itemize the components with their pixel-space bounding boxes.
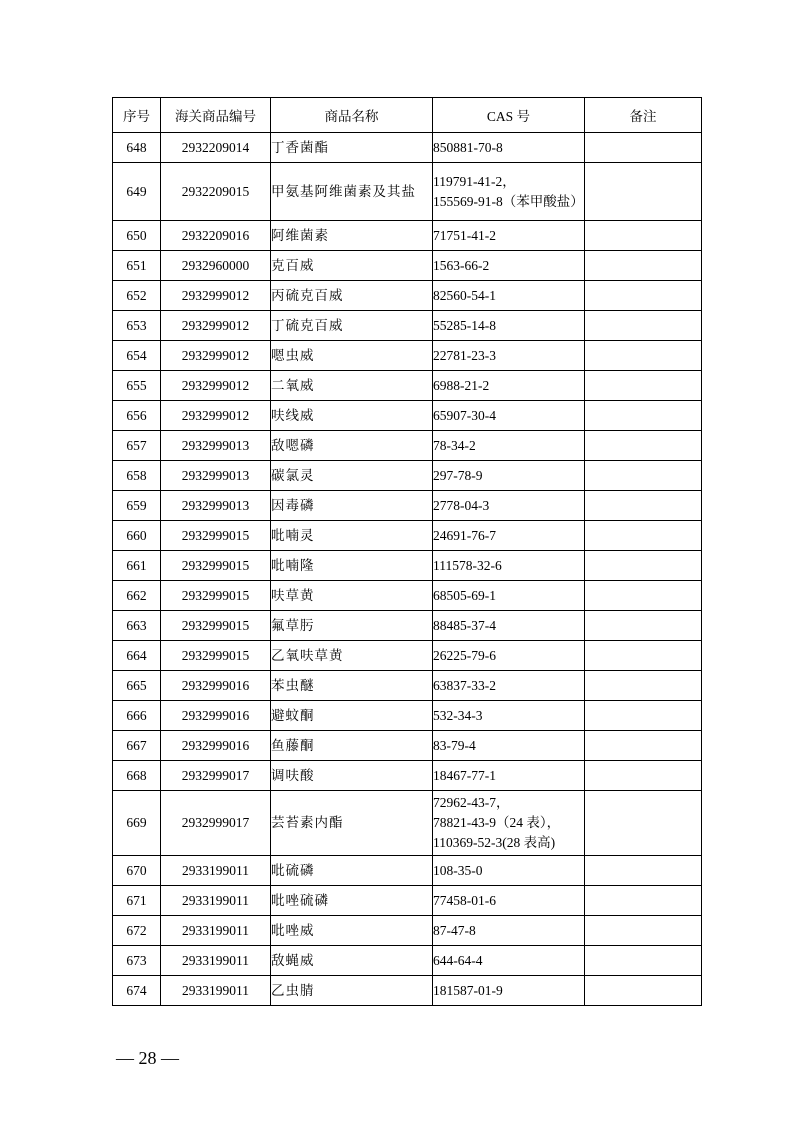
page-number: — 28 —	[116, 1048, 179, 1068]
cell-serial-no: 671	[113, 886, 161, 916]
cell-serial-no: 664	[113, 641, 161, 671]
table-row	[113, 581, 702, 611]
table-row	[113, 281, 702, 311]
cell-product-name: 嗯虫威	[271, 341, 433, 371]
cell-product-name: 调呋酸	[271, 761, 433, 791]
cell-cas-number: 55285-14-8	[433, 311, 585, 341]
cell-serial-no: 673	[113, 946, 161, 976]
cell-cas-number: 72962-43-7， 78821-43-9（24 表）， 110369-52-3(28 表高)	[433, 791, 585, 856]
cell-product-name: 阿维菌素	[271, 221, 433, 251]
cell-cas-number: 82560-54-1	[433, 281, 585, 311]
table-row	[113, 401, 702, 431]
table-row	[113, 976, 702, 1006]
cell-remarks	[585, 281, 702, 311]
cell-product-name: 二氧威	[271, 371, 433, 401]
table-row	[113, 886, 702, 916]
table-row	[113, 611, 702, 641]
cell-customs-code: 2932999012	[161, 311, 271, 341]
cell-cas-number: 78-34-2	[433, 431, 585, 461]
table-body	[113, 133, 702, 1006]
cell-customs-code: 2933199011	[161, 886, 271, 916]
cell-remarks	[585, 461, 702, 491]
cell-remarks	[585, 251, 702, 281]
cell-customs-code: 2932999012	[161, 281, 271, 311]
table-header-row	[113, 98, 702, 133]
cell-cas-number: 26225-79-6	[433, 641, 585, 671]
cell-customs-code: 2932960000	[161, 251, 271, 281]
cell-cas-number: 24691-76-7	[433, 521, 585, 551]
table-row	[113, 521, 702, 551]
cell-serial-no: 668	[113, 761, 161, 791]
cell-cas-number: 181587-01-9	[433, 976, 585, 1006]
table-row	[113, 761, 702, 791]
cell-cas-number: 6988-21-2	[433, 371, 585, 401]
cell-customs-code: 2932999012	[161, 341, 271, 371]
cell-serial-no: 665	[113, 671, 161, 701]
cell-remarks	[585, 671, 702, 701]
cell-cas-number: 77458-01-6	[433, 886, 585, 916]
cell-product-name: 吡喃灵	[271, 521, 433, 551]
cell-remarks	[585, 761, 702, 791]
cell-customs-code: 2932999016	[161, 731, 271, 761]
cell-product-name: 苯虫醚	[271, 671, 433, 701]
cell-remarks	[585, 431, 702, 461]
table-row	[113, 311, 702, 341]
cell-serial-no: 654	[113, 341, 161, 371]
chemical-list-table	[112, 97, 702, 1006]
cell-serial-no: 649	[113, 163, 161, 221]
table-row	[113, 641, 702, 671]
cell-product-name: 呋线威	[271, 401, 433, 431]
cell-serial-no: 656	[113, 401, 161, 431]
cell-customs-code: 2932209015	[161, 163, 271, 221]
cell-serial-no: 658	[113, 461, 161, 491]
cell-customs-code: 2932209016	[161, 221, 271, 251]
cell-remarks	[585, 311, 702, 341]
cell-customs-code: 2932999016	[161, 671, 271, 701]
cell-serial-no: 659	[113, 491, 161, 521]
cell-serial-no: 661	[113, 551, 161, 581]
cell-customs-code: 2932999016	[161, 701, 271, 731]
table-row	[113, 856, 702, 886]
cell-product-name: 敌蝇威	[271, 946, 433, 976]
cell-serial-no: 666	[113, 701, 161, 731]
cell-product-name: 碳氯灵	[271, 461, 433, 491]
cell-serial-no: 662	[113, 581, 161, 611]
cell-remarks	[585, 133, 702, 163]
cell-remarks	[585, 491, 702, 521]
cell-customs-code: 2933199011	[161, 976, 271, 1006]
cell-cas-number: 532-34-3	[433, 701, 585, 731]
cell-cas-number: 63837-33-2	[433, 671, 585, 701]
cell-product-name: 丁硫克百威	[271, 311, 433, 341]
cell-customs-code: 2932209014	[161, 133, 271, 163]
cell-serial-no: 669	[113, 791, 161, 856]
table-row	[113, 221, 702, 251]
cell-remarks	[585, 701, 702, 731]
cell-serial-no: 655	[113, 371, 161, 401]
cell-product-name: 因毒磷	[271, 491, 433, 521]
cell-product-name: 乙氧呋草黄	[271, 641, 433, 671]
cell-cas-number: 22781-23-3	[433, 341, 585, 371]
cell-customs-code: 2933199011	[161, 856, 271, 886]
cell-cas-number: 119791-41-2， 155569-91-8（苯甲酸盐）	[433, 163, 585, 221]
cell-cas-number: 88485-37-4	[433, 611, 585, 641]
cell-serial-no: 657	[113, 431, 161, 461]
cell-remarks	[585, 976, 702, 1006]
table-row	[113, 461, 702, 491]
cell-product-name: 敌嗯磷	[271, 431, 433, 461]
cell-customs-code: 2932999012	[161, 371, 271, 401]
cell-cas-number: 850881-70-8	[433, 133, 585, 163]
cell-serial-no: 653	[113, 311, 161, 341]
cell-product-name: 乙虫腈	[271, 976, 433, 1006]
cell-remarks	[585, 221, 702, 251]
cell-product-name: 鱼藤酮	[271, 731, 433, 761]
cell-remarks	[585, 886, 702, 916]
header-product-name: 商品名称	[271, 98, 433, 133]
cell-serial-no: 672	[113, 916, 161, 946]
cell-remarks	[585, 163, 702, 221]
header-remarks: 备注	[585, 98, 702, 133]
cell-remarks	[585, 856, 702, 886]
table-row	[113, 671, 702, 701]
cell-customs-code: 2932999015	[161, 551, 271, 581]
cell-product-name: 吡硫磷	[271, 856, 433, 886]
table-row	[113, 791, 702, 856]
cell-cas-number: 2778-04-3	[433, 491, 585, 521]
table-row	[113, 431, 702, 461]
cell-customs-code: 2932999013	[161, 461, 271, 491]
cell-remarks	[585, 401, 702, 431]
table-row	[113, 946, 702, 976]
cell-remarks	[585, 611, 702, 641]
header-cas-number: CAS 号	[433, 98, 585, 133]
cell-serial-no: 663	[113, 611, 161, 641]
cell-product-name: 吡唑威	[271, 916, 433, 946]
cell-remarks	[585, 946, 702, 976]
cell-cas-number: 297-78-9	[433, 461, 585, 491]
cell-serial-no: 660	[113, 521, 161, 551]
cell-remarks	[585, 731, 702, 761]
cell-product-name: 丙硫克百威	[271, 281, 433, 311]
cell-product-name: 呋草黄	[271, 581, 433, 611]
cell-customs-code: 2932999012	[161, 401, 271, 431]
cell-cas-number: 68505-69-1	[433, 581, 585, 611]
cell-serial-no: 652	[113, 281, 161, 311]
cell-product-name: 氟草肟	[271, 611, 433, 641]
cell-product-name: 吡唑硫磷	[271, 886, 433, 916]
cell-remarks	[585, 551, 702, 581]
cell-customs-code: 2932999015	[161, 521, 271, 551]
cell-remarks	[585, 641, 702, 671]
cell-serial-no: 650	[113, 221, 161, 251]
header-customs-code: 海关商品编号	[161, 98, 271, 133]
cell-cas-number: 1563-66-2	[433, 251, 585, 281]
table-row	[113, 163, 702, 221]
table-row	[113, 701, 702, 731]
header-serial-no: 序号	[113, 98, 161, 133]
cell-cas-number: 65907-30-4	[433, 401, 585, 431]
cell-product-name: 吡喃隆	[271, 551, 433, 581]
cell-customs-code: 2932999015	[161, 611, 271, 641]
cell-serial-no: 670	[113, 856, 161, 886]
table-row	[113, 371, 702, 401]
cell-remarks	[585, 371, 702, 401]
cell-remarks	[585, 581, 702, 611]
cell-product-name: 芸苔素内酯	[271, 791, 433, 856]
table-row	[113, 491, 702, 521]
table-row	[113, 551, 702, 581]
cell-customs-code: 2933199011	[161, 916, 271, 946]
table-row	[113, 731, 702, 761]
cell-product-name: 避蚊酮	[271, 701, 433, 731]
cell-customs-code: 2933199011	[161, 946, 271, 976]
cell-cas-number: 111578-32-6	[433, 551, 585, 581]
table-row	[113, 251, 702, 281]
table-row	[113, 916, 702, 946]
cell-product-name: 克百威	[271, 251, 433, 281]
cell-remarks	[585, 916, 702, 946]
cell-customs-code: 2932999017	[161, 791, 271, 856]
table-row	[113, 133, 702, 163]
cell-customs-code: 2932999015	[161, 641, 271, 671]
cell-remarks	[585, 341, 702, 371]
cell-remarks	[585, 521, 702, 551]
table-row	[113, 341, 702, 371]
cell-cas-number: 83-79-4	[433, 731, 585, 761]
cell-customs-code: 2932999013	[161, 431, 271, 461]
cell-serial-no: 651	[113, 251, 161, 281]
cell-cas-number: 18467-77-1	[433, 761, 585, 791]
cell-serial-no: 667	[113, 731, 161, 761]
cell-product-name: 甲氨基阿维菌素及其盐	[271, 163, 433, 221]
cell-cas-number: 71751-41-2	[433, 221, 585, 251]
cell-serial-no: 674	[113, 976, 161, 1006]
cell-remarks	[585, 791, 702, 856]
cell-cas-number: 87-47-8	[433, 916, 585, 946]
cell-serial-no: 648	[113, 133, 161, 163]
cell-cas-number: 108-35-0	[433, 856, 585, 886]
cell-cas-number: 644-64-4	[433, 946, 585, 976]
cell-customs-code: 2932999017	[161, 761, 271, 791]
cell-customs-code: 2932999015	[161, 581, 271, 611]
cell-product-name: 丁香菌酯	[271, 133, 433, 163]
cell-customs-code: 2932999013	[161, 491, 271, 521]
